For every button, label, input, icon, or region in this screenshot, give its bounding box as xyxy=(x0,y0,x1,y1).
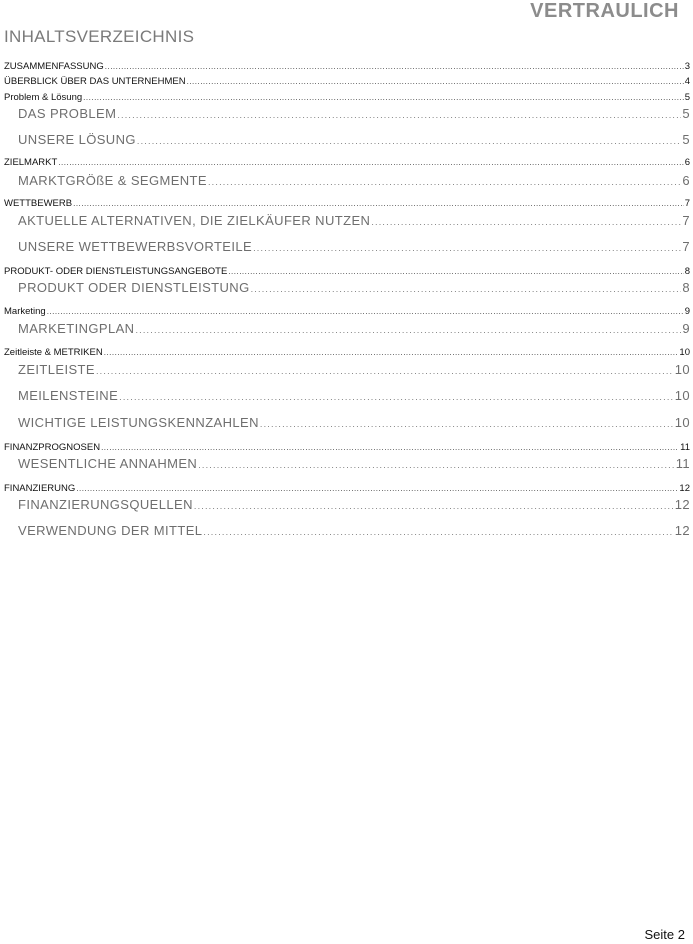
dot-leader xyxy=(104,347,679,358)
toc-entry-page-number[interactable]: 7 xyxy=(682,239,690,254)
dot-leader xyxy=(194,497,674,512)
dot-leader xyxy=(198,456,675,471)
dot-leader xyxy=(251,280,682,295)
toc-entry-label[interactable]: FINANZIERUNG xyxy=(4,483,76,494)
toc-entry-page-number[interactable]: 10 xyxy=(674,362,690,377)
toc-entry-page-number[interactable]: 10 xyxy=(674,415,690,430)
dot-leader xyxy=(117,106,681,121)
toc-entry-heading[interactable] xyxy=(4,347,690,358)
toc-entry-label[interactable]: MEILENSTEINE xyxy=(18,388,119,403)
toc-entry-label[interactable]: Zeitleiste & METRIKEN xyxy=(4,347,103,358)
toc-entry-label[interactable]: VERWENDUNG DER MITTEL xyxy=(18,523,203,538)
toc-entry-page-number[interactable]: 4 xyxy=(684,76,690,87)
toc-entry-page-number[interactable]: 9 xyxy=(684,306,690,317)
toc-entry-page-number[interactable]: 7 xyxy=(684,198,690,209)
toc-entry-subheading[interactable] xyxy=(4,173,690,188)
toc-entry-label[interactable]: PRODUKT- ODER DIENSTLEISTUNGSANGEBOTE xyxy=(4,266,228,277)
toc-entry-page-number[interactable]: 5 xyxy=(684,92,690,103)
toc-entry-heading[interactable] xyxy=(4,442,690,453)
toc-entry-heading[interactable] xyxy=(4,198,690,209)
toc-entry-label[interactable]: MARKTGRÖßE & SEGMENTE xyxy=(18,173,207,188)
toc-entry-label[interactable]: ZIELMARKT xyxy=(4,157,58,168)
toc-entry-page-number[interactable]: 3 xyxy=(684,61,690,72)
toc-entry-label[interactable]: PRODUKT ODER DIENSTLEISTUNG xyxy=(18,280,250,295)
toc-entry-subheading[interactable] xyxy=(4,132,690,147)
toc-entry-subheading[interactable] xyxy=(4,497,690,512)
dot-leader xyxy=(203,523,673,538)
dot-leader xyxy=(105,61,684,72)
toc-entry-page-number[interactable]: 8 xyxy=(684,266,690,277)
toc-entry-page-number[interactable]: 12 xyxy=(674,497,690,512)
dot-leader xyxy=(119,388,674,403)
dot-leader xyxy=(253,239,681,254)
dot-leader xyxy=(83,92,684,103)
toc-title: INHALTSVERZEICHNIS xyxy=(4,27,195,46)
toc-entry-label[interactable]: Marketing xyxy=(4,306,46,317)
toc-entry-page-number[interactable]: 6 xyxy=(682,173,690,188)
toc-entry-heading[interactable] xyxy=(4,266,690,277)
toc-entry-subheading[interactable] xyxy=(4,239,690,254)
toc-entry-label[interactable]: DAS PROBLEM xyxy=(18,106,117,121)
toc-entry-label[interactable]: FINANZIERUNGSQUELLEN xyxy=(18,497,193,512)
toc-entry-heading[interactable] xyxy=(4,92,690,103)
toc-entry-label[interactable]: UNSERE LÖSUNG xyxy=(18,132,136,147)
toc-entry-page-number[interactable]: 5 xyxy=(682,106,690,121)
toc-entry-label[interactable]: AKTUELLE ALTERNATIVEN, DIE ZIELKÄUFER NUTZEN xyxy=(18,213,371,228)
toc-entry-heading[interactable] xyxy=(4,76,690,87)
toc-entry-page-number[interactable]: 7 xyxy=(682,213,690,228)
page-number-footer: Seite 2 xyxy=(644,927,685,942)
dot-leader xyxy=(101,442,679,453)
dot-leader xyxy=(76,483,678,494)
dot-leader xyxy=(371,213,681,228)
toc-entry-page-number[interactable]: 10 xyxy=(674,388,690,403)
toc-entry-subheading[interactable] xyxy=(4,388,690,403)
dot-leader xyxy=(137,132,681,147)
toc-entry-label[interactable]: WESENTLICHE ANNAHMEN xyxy=(18,456,198,471)
toc-entry-subheading[interactable] xyxy=(4,362,690,377)
toc-entry-label[interactable]: UNSERE WETTBEWERBSVORTEILE xyxy=(18,239,253,254)
dot-leader xyxy=(73,198,684,209)
dot-leader xyxy=(228,266,683,277)
dot-leader xyxy=(58,157,683,168)
toc-entry-heading[interactable] xyxy=(4,483,690,494)
toc-entry-label[interactable]: WICHTIGE LEISTUNGSKENNZAHLEN xyxy=(18,415,259,430)
toc-entry-label[interactable]: Problem & Lösung xyxy=(4,92,83,103)
toc-entry-page-number[interactable]: 8 xyxy=(682,280,690,295)
toc-entry-label[interactable]: ZEITLEISTE xyxy=(18,362,95,377)
toc-entry-heading[interactable] xyxy=(4,61,690,72)
dot-leader xyxy=(208,173,681,188)
toc-entry-label[interactable]: ÜBERBLICK ÜBER DAS UNTERNEHMEN xyxy=(4,76,186,87)
dot-leader xyxy=(187,76,684,87)
toc-entry-subheading[interactable] xyxy=(4,456,690,471)
confidential-header: VERTRAULICH xyxy=(530,0,679,22)
toc-entry-page-number[interactable]: 6 xyxy=(684,157,690,168)
toc-entry-subheading[interactable] xyxy=(4,321,690,336)
toc-entry-label[interactable]: MARKETINGPLAN xyxy=(18,321,135,336)
dot-leader xyxy=(47,306,684,317)
dot-leader xyxy=(135,321,681,336)
toc-entry-page-number[interactable]: 10 xyxy=(679,347,690,358)
toc-entry-heading[interactable] xyxy=(4,157,690,168)
toc-entry-page-number[interactable]: 9 xyxy=(682,321,690,336)
toc-entry-subheading[interactable] xyxy=(4,280,690,295)
toc-entry-subheading[interactable] xyxy=(4,415,690,430)
toc-entry-page-number[interactable]: 5 xyxy=(682,132,690,147)
toc-entry-subheading[interactable] xyxy=(4,523,690,538)
dot-leader xyxy=(96,362,674,377)
toc-entry-label[interactable]: FINANZPROGNOSEN xyxy=(4,442,101,453)
toc-entry-label[interactable]: ZUSAMMENFASSUNG xyxy=(4,61,104,72)
toc-entry-page-number[interactable]: 12 xyxy=(679,483,690,494)
toc-entry-page-number[interactable]: 11 xyxy=(675,456,690,471)
toc-entry-subheading[interactable] xyxy=(4,106,690,121)
toc-entry-heading[interactable] xyxy=(4,306,690,317)
toc-entry-label[interactable]: WETTBEWERB xyxy=(4,198,73,209)
toc-entry-page-number[interactable]: 11 xyxy=(680,442,690,453)
toc-entry-page-number[interactable]: 12 xyxy=(674,523,690,538)
dot-leader xyxy=(260,415,674,430)
toc-entry-subheading[interactable] xyxy=(4,213,690,228)
